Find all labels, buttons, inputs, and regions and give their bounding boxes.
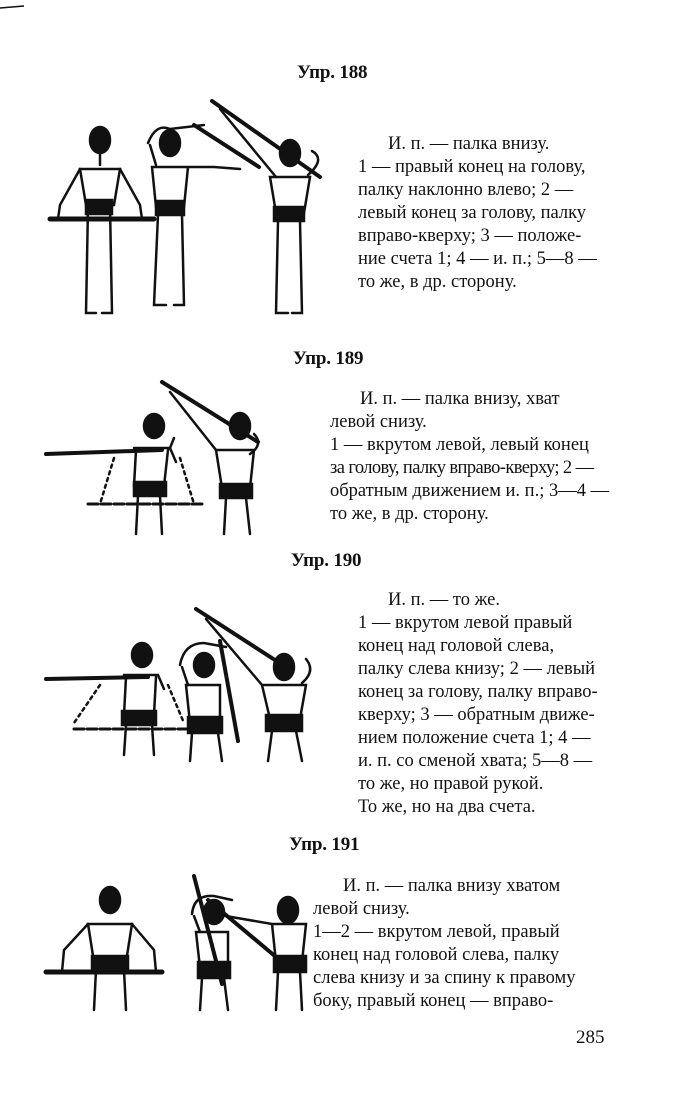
exercise-191-description xyxy=(313,875,616,1013)
exercise-188-illustration xyxy=(44,95,329,325)
text-line: палку слева книзу; 2 — левый xyxy=(358,659,596,679)
exercise-189-description xyxy=(330,388,616,526)
text-line: И. п. — палка внизу. xyxy=(388,134,550,154)
text-line: конец над головой слева, xyxy=(358,636,555,656)
text-line: боку, правый конец — вправо- xyxy=(313,991,554,1011)
text-line: слева книзу и за спину к правому xyxy=(313,968,576,988)
text-line: левой снизу. xyxy=(313,899,410,919)
text-line: вправо-кверху; 3 — положе- xyxy=(358,226,582,246)
text-line: кверху; 3 — обратным движе- xyxy=(358,705,595,725)
text-line: левый конец за голову, палку xyxy=(358,203,587,223)
exercise-190-title: Упр. 190 xyxy=(291,550,362,571)
text-line: нием положение счета 1; 4 — xyxy=(358,728,591,748)
text-line: конец за голову, палку вправо- xyxy=(358,682,598,702)
text-line: то же, в др. сторону. xyxy=(358,272,517,292)
exercise-191-title: Упр. 191 xyxy=(289,834,360,855)
text-line: И. п. — то же. xyxy=(388,590,500,610)
text-line: и. п. со сменой хвата; 5—8 — xyxy=(358,751,593,771)
exercise-189-title: Упр. 189 xyxy=(293,348,364,369)
text-line: 1 — правый конец на голову, xyxy=(358,157,586,177)
exercise-190-description xyxy=(358,589,616,819)
text-line: за голову, палку вправо-кверху; 2 — xyxy=(330,458,594,478)
text-line: то же, но правой рукой. xyxy=(358,774,544,794)
text-line: обратным движением и. п.; 3—4 — xyxy=(330,481,610,501)
corner-tick-mark xyxy=(0,0,30,20)
text-line: 1 — вкрутом левой, левый конец xyxy=(330,435,589,455)
text-line: палку наклонно влево; 2 — xyxy=(358,180,574,200)
text-line: То же, но на два счета. xyxy=(358,797,536,817)
text-line: конец над головой слева, палку xyxy=(313,945,560,965)
text-line: И. п. — палка внизу хватом xyxy=(343,876,561,896)
text-line: левой снизу. xyxy=(330,412,427,432)
exercise-188-description xyxy=(358,133,616,294)
text-line: 1 — вкрутом левой правый xyxy=(358,613,573,633)
exercise-190-illustration xyxy=(44,605,334,765)
page-number: 285 xyxy=(576,1027,605,1048)
exercise-188-title: Упр. 188 xyxy=(297,62,368,83)
text-line: 1—2 — вкрутом левой, правый xyxy=(313,922,560,942)
exercise-191-illustration xyxy=(44,870,324,1020)
exercise-189-illustration xyxy=(44,378,280,538)
text-line: И. п. — палка внизу, хват xyxy=(360,389,560,409)
text-line: то же, в др. сторону. xyxy=(330,504,489,524)
text-line: ние счета 1; 4 — и. п.; 5—8 — xyxy=(358,249,597,269)
